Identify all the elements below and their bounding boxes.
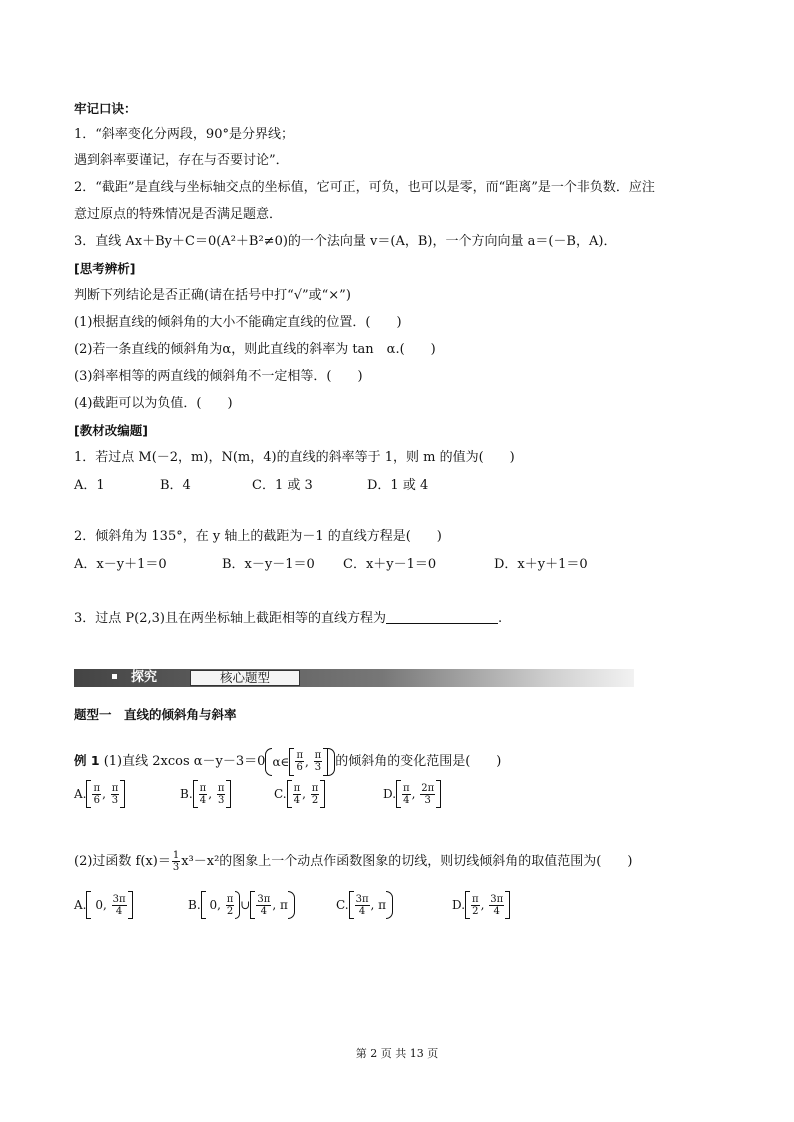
q3-period: . [497, 611, 503, 626]
ex1-p1-option-a: A. $\frac{\pi}{6}$ , $\frac{\pi}{3}$ [74, 780, 125, 808]
textbook-q2: 2．倾斜角为 135°，在 y 轴上的截距为－1 的直线方程是( ) [74, 529, 442, 544]
ex1-p1-option-b: B. $\frac{\pi}{4}$ , $\frac{\pi}{3}$ [180, 780, 231, 808]
alpha-range: α∈ $\frac{\pi}{6}$ , $\frac{\pi}{3}$ [265, 748, 335, 776]
page-footer: 第 2 页 共 13 页 [355, 1047, 439, 1060]
judge-item: (3)斜率相等的两直线的倾斜角不一定相等．( ) [74, 369, 363, 384]
q2-option-a: A．x－y＋1＝0 [74, 557, 167, 572]
judge-intro: 判断下列结论是否正确(请在括号中打“√”或“×”) [74, 288, 351, 303]
frac-one-third: $\frac{1}{3}$ [172, 850, 180, 873]
judge-item: (4)截距可以为负值．( ) [74, 396, 233, 411]
judge-item: (2)若一条直线的倾斜角为α，则此直线的斜率为 tan α.( ) [74, 342, 436, 357]
alpha-in: α∈ [272, 754, 290, 769]
q3-text: 3．过点 P(2,3)且在两坐标轴上截距相等的直线方程为 [74, 611, 386, 626]
mnemonic-line-1a: 1．“斜率变化分两段，90°是分界线； [74, 127, 294, 142]
q1-option-c: C．1 或 3 [252, 478, 313, 493]
square-bullet-icon [112, 674, 117, 679]
topic-heading: 题型一 直线的倾斜角与斜率 [74, 707, 237, 722]
textbook-q1: 1．若过点 M(－2，m)，N(m，4)的直线的斜率等于 1，则 m 的值为( ) [74, 450, 515, 465]
q1-option-a: A．1 [74, 478, 105, 493]
ex1-p1-option-c: C. $\frac{\pi}{4}$ , $\frac{\pi}{2}$ [274, 780, 325, 808]
q2-option-c: C．x＋y－1＝0 [343, 557, 437, 572]
frac: $\frac{\pi}{3}$ [314, 750, 322, 773]
frac: $\frac{\pi}{6}$ [296, 750, 304, 773]
ex1-part1 [74, 747, 501, 776]
mnemonic-line-3: 3．直线 Ax＋By＋C＝0(A²＋B²≠0)的一个法向量 v＝(A，B)，一个方向向量 a＝(－B，A)． [74, 234, 617, 249]
ex1-p2-text: (2)过函数 f(x)＝ [74, 854, 171, 869]
ex1-p2-option-a: A. 0 , $\frac{3\pi}{4}$ [74, 891, 133, 919]
textbook-q3 [74, 609, 502, 629]
section-tag-core: 核心题型 [190, 670, 300, 686]
bracket-left-icon [289, 748, 294, 776]
ex1-p1-option-d: D. $\frac{\pi}{4}$ , $\frac{2\pi}{3}$ [383, 780, 441, 808]
mnemonic-line-1b: 遇到斜率要谨记，存在与否要讨论”． [74, 153, 289, 168]
ex1-p2-option-d: D. $\frac{\pi}{2}$ , $\frac{3\pi}{4}$ [452, 891, 510, 919]
judge-title: [思考辨析] [74, 261, 136, 276]
ex1-label: 例 1 [74, 753, 100, 768]
judge-item: (1)根据直线的倾斜角的大小不能确定直线的位置．( ) [74, 315, 402, 330]
ex1-p2-question: x³－x²的图象上一个动点作函数图象的切线，则切线倾斜角的取值范围为( ) [181, 854, 633, 869]
section-tag-explore-label: 探究 [131, 670, 158, 685]
paren-left-icon [265, 748, 272, 776]
q1-option-d: D．1 或 4 [367, 478, 429, 493]
q2-option-d: D．x＋y＋1＝0 [494, 557, 588, 572]
q3-answer-blank[interactable] [386, 609, 498, 624]
q2-option-b: B．x－y－1＝0 [222, 557, 315, 572]
textbook-title: [教材改编题] [74, 423, 148, 438]
mnemonic-line-2b: 意过原点的特殊情况是否满足题意． [74, 207, 283, 222]
ex1-p2-option-c: C. $\frac{3\pi}{4}$ , π [336, 891, 393, 919]
ex1-p2-option-b: B. 0 , $\frac{\pi}{2}$ ∪ $\frac{3\pi}{4}$ , π [188, 891, 295, 919]
mnemonic-title: 牢记口诀： [74, 101, 137, 116]
mnemonic-line-2a: 2．“截距”是直线与坐标轴交点的坐标值，它可正，可负，也可以是零，而“距离”是一个非负数．应注 [74, 180, 655, 195]
ex1-p1-question: 的倾斜角的变化范围是( ) [335, 754, 502, 769]
ex1-p1-text: (1)直线 2xcos α－y－3＝0 [103, 754, 266, 769]
section-band [74, 669, 634, 687]
q1-option-b: B．4 [160, 478, 191, 493]
ex1-part2 [74, 848, 632, 876]
